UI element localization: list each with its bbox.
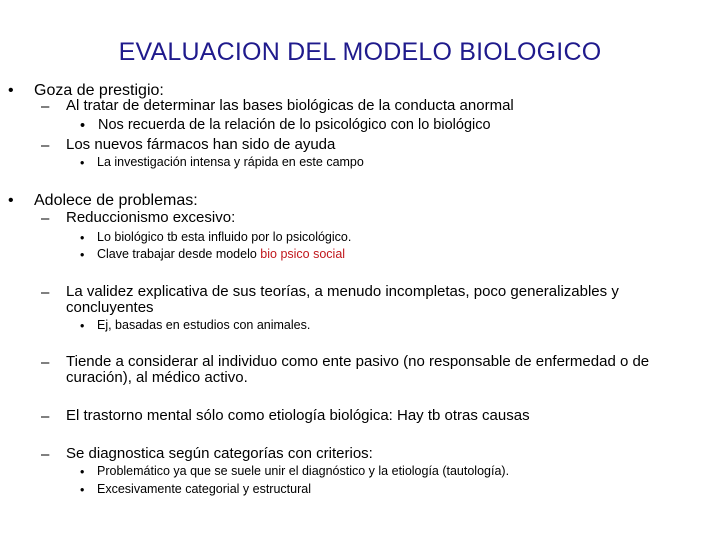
bullet-goza-de-prestigio: Goza de prestigio:	[34, 82, 164, 99]
subpoint-individuo-pasivo-line1: Tiende a considerar al individuo como ente pasivo (no responsable de enfermedad o de	[66, 353, 650, 370]
subpoint-diagnostica-categorias: Se diagnostica según categorías con criterios:	[66, 445, 373, 462]
bullet-marker: •	[80, 231, 85, 245]
highlight-bio-psico-social: bio psico social	[260, 247, 346, 261]
bullet-marker: •	[8, 82, 14, 99]
item-estudios-animales: Ej, basadas en estudios con animales.	[97, 318, 311, 332]
item-biologico-influido: Lo biológico tb esta influido por lo psicológico.	[97, 230, 352, 244]
item-investigacion-intensa: La investigación intensa y rápida en este campo	[97, 155, 364, 169]
dash-marker: –	[41, 446, 50, 463]
subpoint-trastorno-mental: El trastorno mental sólo como etiología biológica: Hay tb otras causas	[66, 407, 530, 424]
bullet-marker: •	[8, 192, 14, 209]
subpoint-validez-explicativa-line2: concluyentes	[66, 299, 154, 316]
item-modelo-bio-psico-social	[97, 248, 345, 262]
dash-marker: –	[41, 408, 50, 425]
item-excesivamente-categorial: Excesivamente categorial y estructural	[97, 482, 311, 496]
bullet-marker: •	[80, 156, 85, 170]
dash-marker: –	[41, 284, 50, 301]
subpoint-bases-biologicas: Al tratar de determinar las bases biológicas de la conducta anormal	[66, 97, 514, 114]
item-text: Clave trabajar desde modelo	[97, 247, 261, 261]
dash-marker: –	[41, 137, 50, 154]
slide-title: EVALUACION DEL MODELO BIOLOGICO	[118, 38, 602, 66]
bullet-marker: •	[80, 118, 86, 134]
item-relacion-psicologico-biologico: Nos recuerda de la relación de lo psicológico con lo biológico	[98, 117, 491, 133]
dash-marker: –	[41, 354, 50, 371]
bullet-marker: •	[80, 483, 85, 497]
subpoint-nuevos-farmacos: Los nuevos fármacos han sido de ayuda	[66, 136, 336, 153]
subpoint-validez-explicativa-line1: La validez explicativa de sus teorías, a menudo incompletas, poco generalizables y	[66, 283, 619, 300]
subpoint-individuo-pasivo-line2: curación), al médico activo.	[66, 369, 248, 386]
bullet-marker: •	[80, 319, 85, 333]
dash-marker: –	[41, 98, 50, 115]
subpoint-reduccionismo: Reduccionismo excesivo:	[66, 209, 236, 226]
bullet-marker: •	[80, 465, 85, 479]
bullet-marker: •	[80, 248, 85, 262]
dash-marker: –	[41, 210, 50, 227]
item-problematico-tautologia: Problemático ya que se suele unir el diagnóstico y la etiología (tautología).	[97, 464, 510, 478]
bullet-adolece-de-problemas: Adolece de problemas:	[34, 192, 198, 209]
